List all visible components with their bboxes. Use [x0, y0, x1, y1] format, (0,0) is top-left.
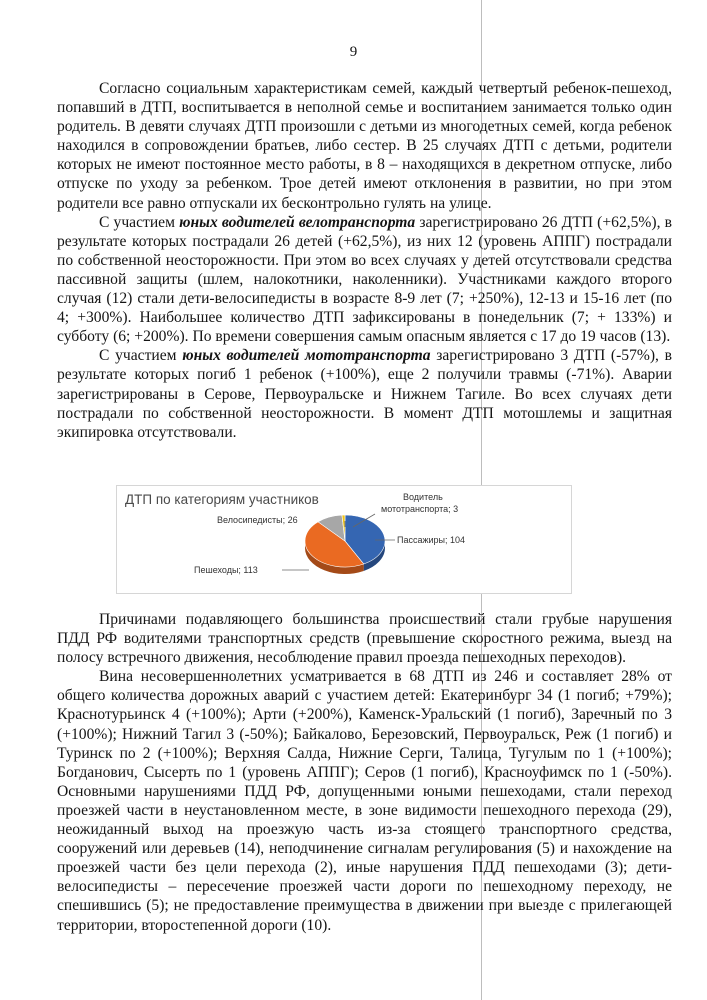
paragraph-cyclists: [57, 213, 672, 347]
text-block-bottom: [57, 610, 672, 935]
pie-chart-figure: [116, 485, 572, 594]
chart-title: ДТП по категориям участников: [125, 492, 319, 507]
paragraph-motorcyclists-body: зарегистрировано 3 ДТП (-57%), в результате которых погиб 1 ребенок (+100%), еще 2 получили травмы (-71%). Аварии зарегистрированы в Серове, Первоуральске и Нижнем Тагиле. Во всех случаях дети пострадали по собственной неосторожности. В момент ДТП мотошлемы и защитная экипировка отсутствовали.: [57, 347, 672, 441]
paragraph-minors-fault: Вина несовершеннолетних усматривается в 68 ДТП из 246 и составляет 28% от общего количества дорожных аварий с участием детей: Екатеринбург 34 (1 погиб; +79%); Краснотурьинск 4 (+100%); Арти (+200%), Каменск-Уральский (1 погиб), Заречный по 3 (+100%); Нижний Тагил 3 (-50%); Байкалово, Березовский, Первоуральск, Реж (1 погиб) и Туринск по 2 (+100%); Верхняя Салда, Нижние Серги, Талица, Тугулым по 1 (+100%); Богданович, Сысерть по 1 (уровень АППГ); Серов (1 погиб), Красноуфимск по 1 (-50%). Основными нарушениями ПДД РФ, допущенными юными пешеходами, стали переход проезжей части в неустановленном месте, в зоне видимости пешеходного перехода (29), неожиданный выход на проезжую часть из-за стоящего транспортного средства, сооружений или деревьев (14), неподчинение сигналам регулирования (5) и нахождение на проезжей части без цели перехода (2), иные нарушения ПДД пешеходами (3); дети-велосипедисты – пересечение проезжей части дороги по пешеходному переходу, не спешившись (5); не предоставление преимущества в движении при выезде с прилегающей территории, второстепенной дороги (10).: [57, 668, 672, 934]
paragraph-motorcyclists: [57, 346, 672, 441]
paragraph-cyclists-body: зарегистрировано 26 ДТП (+62,5%), в результате которых пострадали 26 детей (+62,5%), из них 12 (уровень АППГ) пострадали по собственной неосторожности. При этом во всех случаях у детей отсутствовали средства пассивной защиты (шлем, налокотники, наколенники). Участниками каждого второго случая (12) стали дети-велосипедисты в возрасте 8-9 лет (7; +250%), 12-13 и 15-16 лет (по 4; +300%). Наибольшее количество ДТП зафиксированы в понедельник (7; + 133%) и субботу (6; +200%). По времени совершения самым опасным является с 17 до 19 часов (13).: [57, 213, 672, 346]
label-passengers: Пассажиры; 104: [397, 535, 466, 545]
text-block-top: [57, 79, 672, 442]
emphasis-young-motorcyclists: юных водителей мототранспорта: [182, 347, 431, 365]
page-number: 9: [349, 44, 358, 60]
paragraph-driver-violations: Причинами подавляющего большинства происшествий стали грубые нарушения ПДД РФ водителями транспортных средств (превышение скоростного режима, выезд на полосу встречного движения, несоблюдение правил проезда пешеходных переходов).: [57, 611, 672, 667]
label-motorcyclists-line1: Водитель: [403, 492, 443, 502]
paragraph-motorcyclists-lead: С участием: [99, 347, 183, 365]
label-cyclists: Велосипедисты; 26: [217, 515, 298, 525]
label-pedestrians: Пешеходы; 113: [194, 565, 258, 575]
emphasis-young-cyclists: юных водителей велотранспорта: [179, 213, 416, 231]
pie-chart: [117, 486, 571, 593]
label-motorcyclists-line2: мототранспорта; 3: [381, 504, 459, 514]
paragraph-cyclists-lead: С участием: [99, 213, 180, 231]
paragraph-family-characteristics: Согласно социальным характеристикам семей, каждый четвертый ребенок-пешеход, попавший в ДТП, воспитывается в неполной семье и воспитанием занимается только один родитель. В девяти случаях ДТП произошли с детьми из многодетных семей, когда ребенок находился в сопровождении братьев, либо сестер. В 25 случаях ДТП с детьми, родители которых не имеют постоянное место работы, в 8 – находящихся в декретном отпуске, либо отпуске по уходу за ребенком. Трое детей имеют отклонения в развитии, но при этом родители все равно отпускали их бесконтрольно гулять на улице.: [57, 80, 672, 212]
